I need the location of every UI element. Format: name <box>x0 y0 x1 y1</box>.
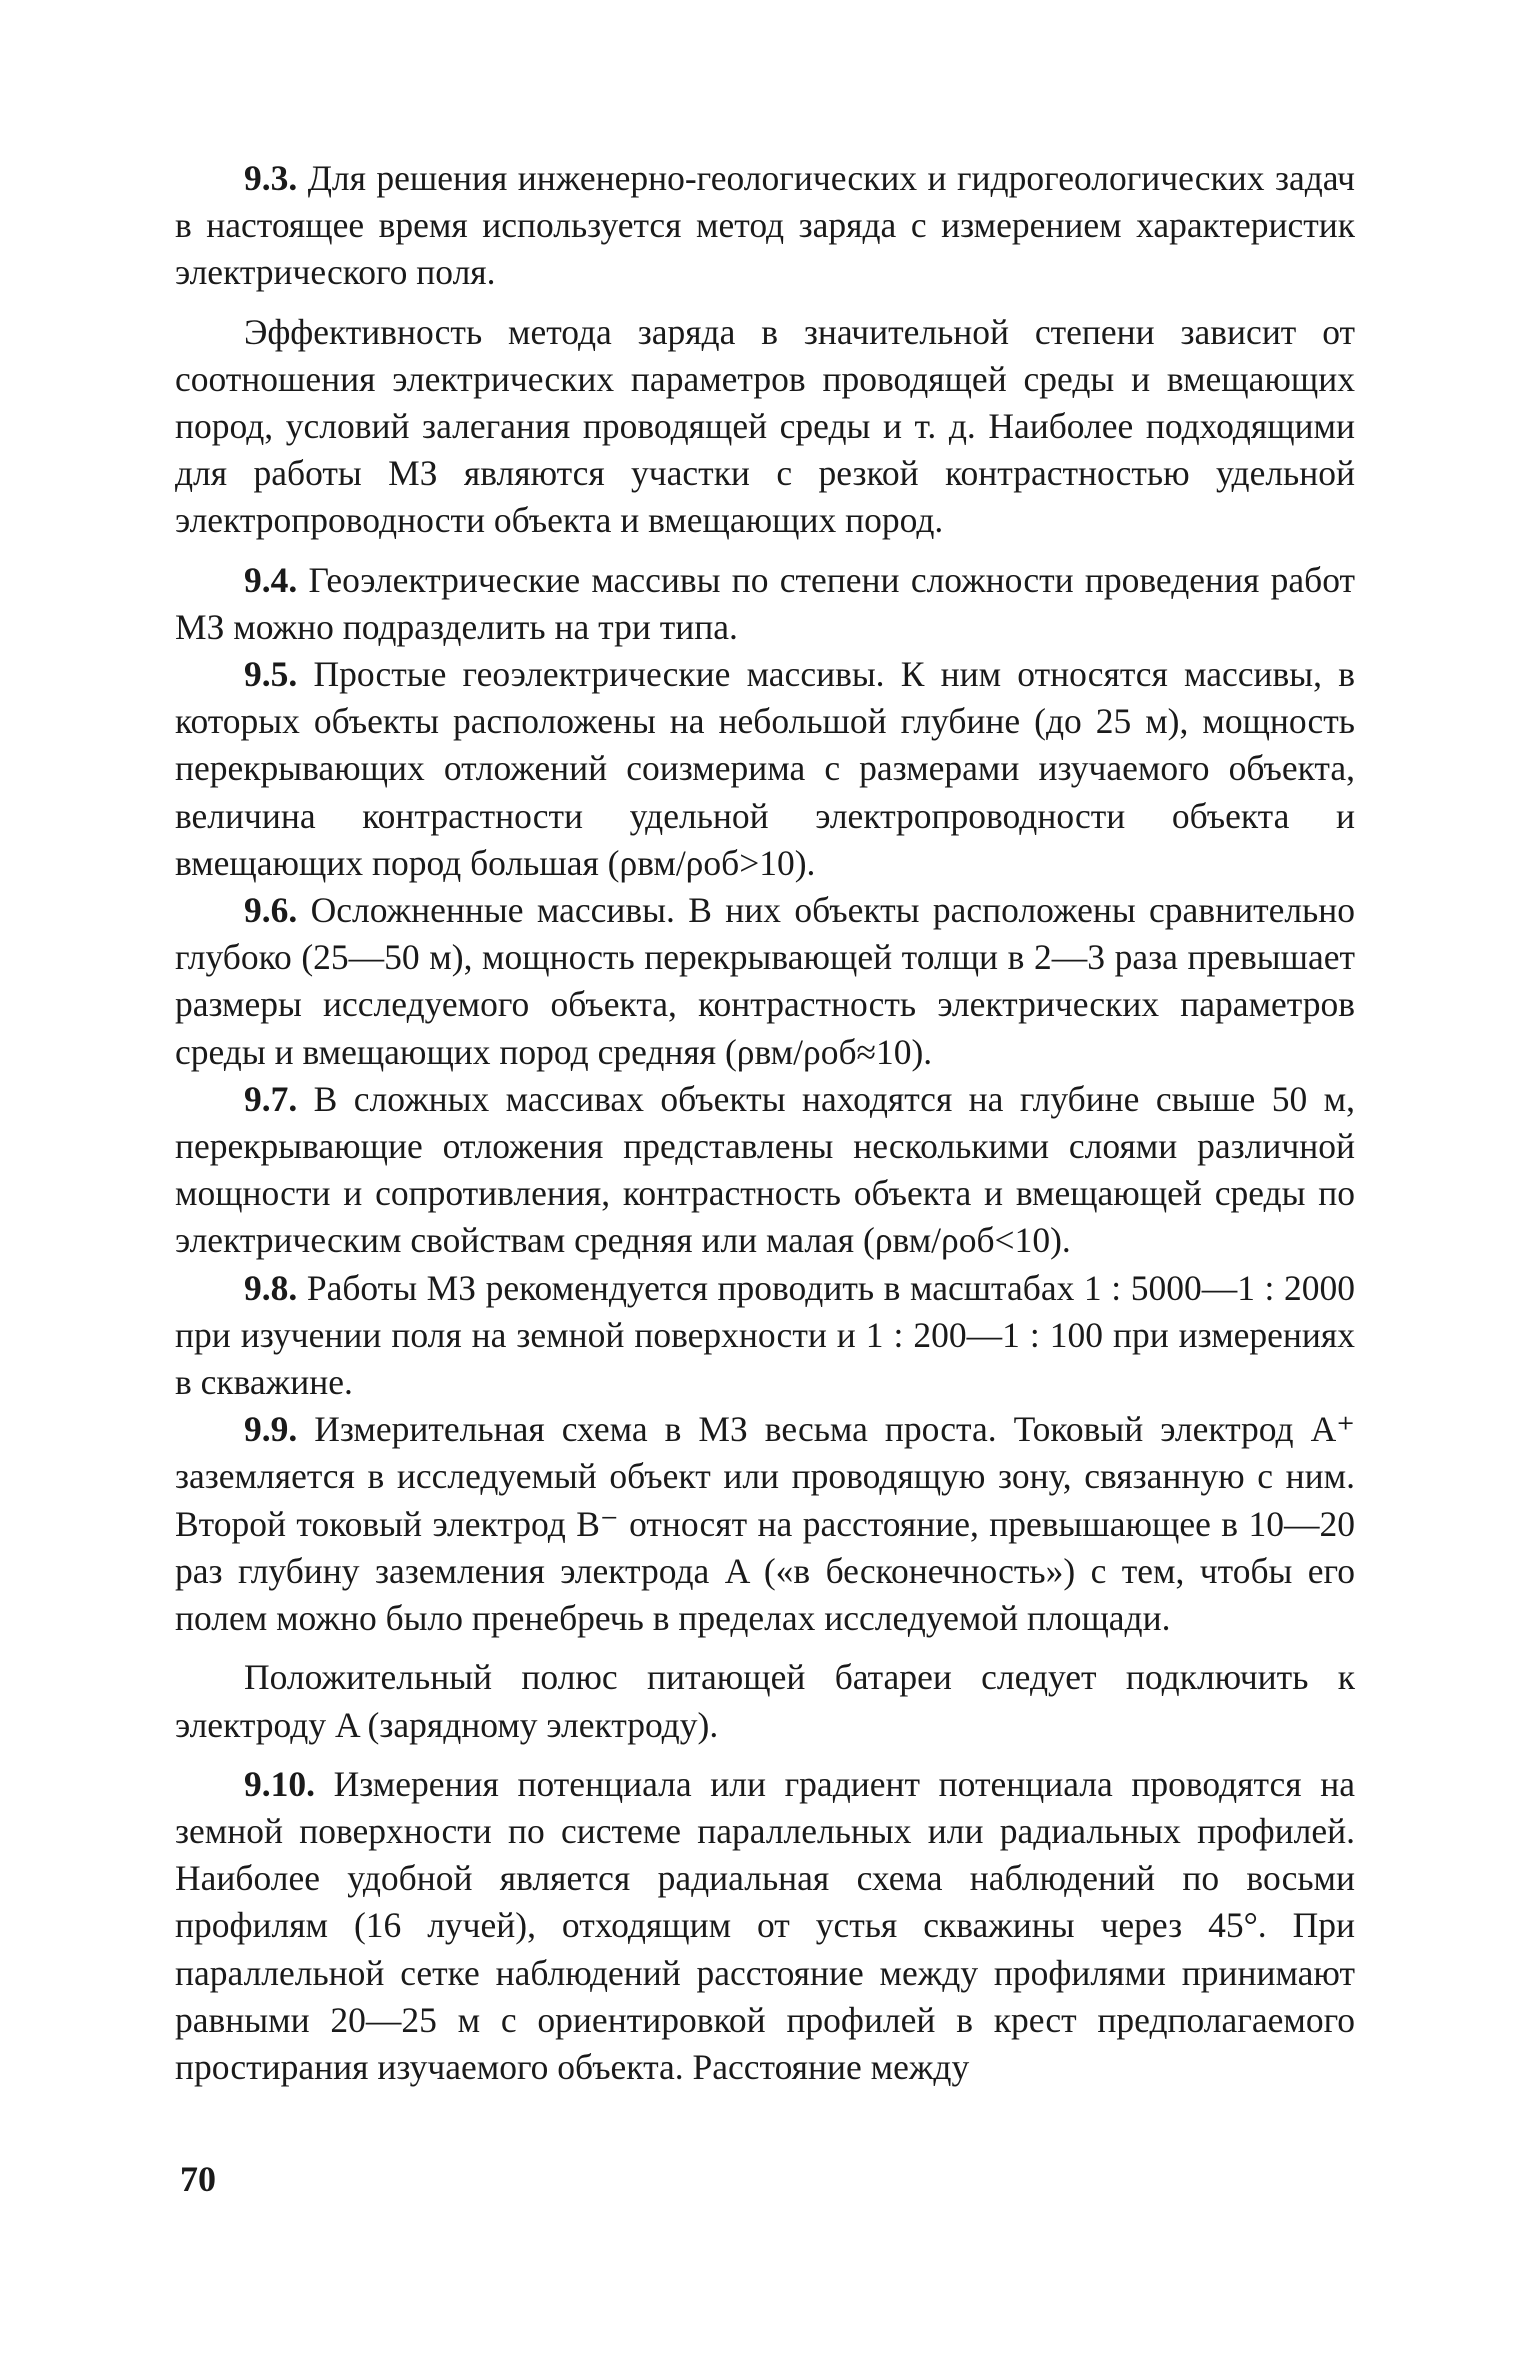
section-number: 9.3. <box>244 158 298 198</box>
section-number: 9.6. <box>244 890 298 931</box>
paragraph-battery <box>175 1654 1355 1748</box>
page-body <box>175 155 1355 2091</box>
paragraph-9-3 <box>175 155 1355 297</box>
section-number: 9.8. <box>244 1267 298 1308</box>
paragraph-9-4 <box>175 557 1355 651</box>
paragraph-9-8 <box>175 1265 1355 1407</box>
paragraph-text: Геоэлектрические массивы по степени сложности проведения работ МЗ можно подразделить на три типа. <box>175 559 1355 647</box>
section-number: 9.10. <box>244 1763 315 1804</box>
section-number: 9.5. <box>244 654 298 695</box>
paragraph-text: Осложненные массивы. В них объекты расположены сравнительно глубоко (25—50 м), мощность перекрывающей толщи в 2—3 раза превышает размеры исследуемого объекта, контрастность электрических параметров среды и вмещающих пород средняя (ρвм/ρоб≈10). <box>175 890 1355 1072</box>
paragraph-text: Для решения инженерно-геологических и гидрогеологических задач в настоящее время используется метод заряда с измерением характеристик электрического поля. <box>175 158 1355 293</box>
section-number: 9.4. <box>244 559 298 600</box>
paragraph-text: В сложных массивах объекты находятся на глубине свыше 50 м, перекрывающие отложения представлены несколькими слоями различной мощности и сопротивления, контрастность объекта и вмещающей среды по электрическим свойствам средняя или малая (ρвм/ρоб<10). <box>175 1078 1355 1261</box>
paragraph-text: Эффективность метода заряда в значительной степени зависит от соотношения электрических параметров проводящей среды и вмещающих пород, условий залегания проводящей среды и т. д. Наиболее подходящими для работы МЗ являются участки с резкой контрастностью удельной электропроводности объекта и вмещающих пород. <box>175 311 1355 541</box>
paragraph-9-6 <box>175 887 1355 1076</box>
paragraph-text: Измерительная схема в МЗ весьма проста. Токовый электрод A⁺ заземляется в исследуемый объект или проводящую зону, связанную с ним. Второй токовый электрод B⁻ относят на расстояние, превышающее в 10—20 раз глубину заземления электрода A («в бесконечность») с тем, чтобы его полем можно было пренебречь в пределах исследуемой площади. <box>175 1409 1355 1639</box>
paragraph-text: Работы МЗ рекомендуется проводить в масштабах 1 : 5000—1 : 2000 при изучении поля на земной поверхности и 1 : 200—1 : 100 при измерениях в скважине. <box>175 1267 1355 1403</box>
paragraph-efficiency <box>175 309 1355 545</box>
paragraph-9-9 <box>175 1406 1355 1642</box>
paragraph-text: Положительный полюс питающей батареи следует подключить к электроду A (зарядному электроду). <box>175 1657 1355 1745</box>
section-number: 9.7. <box>244 1078 298 1119</box>
paragraph-9-5 <box>175 651 1355 887</box>
paragraph-9-7 <box>175 1076 1355 1265</box>
page-number: 70 <box>180 2159 216 2199</box>
section-number: 9.9. <box>244 1409 298 1450</box>
paragraph-text: Измерения потенциала или градиент потенциала проводятся на земной поверхности по системе параллельных или радиальных профилей. Наиболее удобной является радиальная схема наблюдений по восьми профилям (16 лучей), отходящим от устья скважины через 45°. При параллельной сетке наблюдений расстояние между профилями принимают равными 20—25 м с ориентировкой профилей в крест предполагаемого простирания изучаемого объекта. Расстояние между <box>175 1763 1355 2087</box>
paragraph-text: Простые геоэлектрические массивы. К ним относятся массивы, в которых объекты расположены на небольшой глубине (до 25 м), мощность перекрывающих отложений соизмерима с размерами изучаемого объекта, величина контрастности удельной электропроводности объекта и вмещающих пород большая (ρвм/ρоб>10). <box>175 654 1355 883</box>
paragraph-9-10 <box>175 1761 1355 2091</box>
